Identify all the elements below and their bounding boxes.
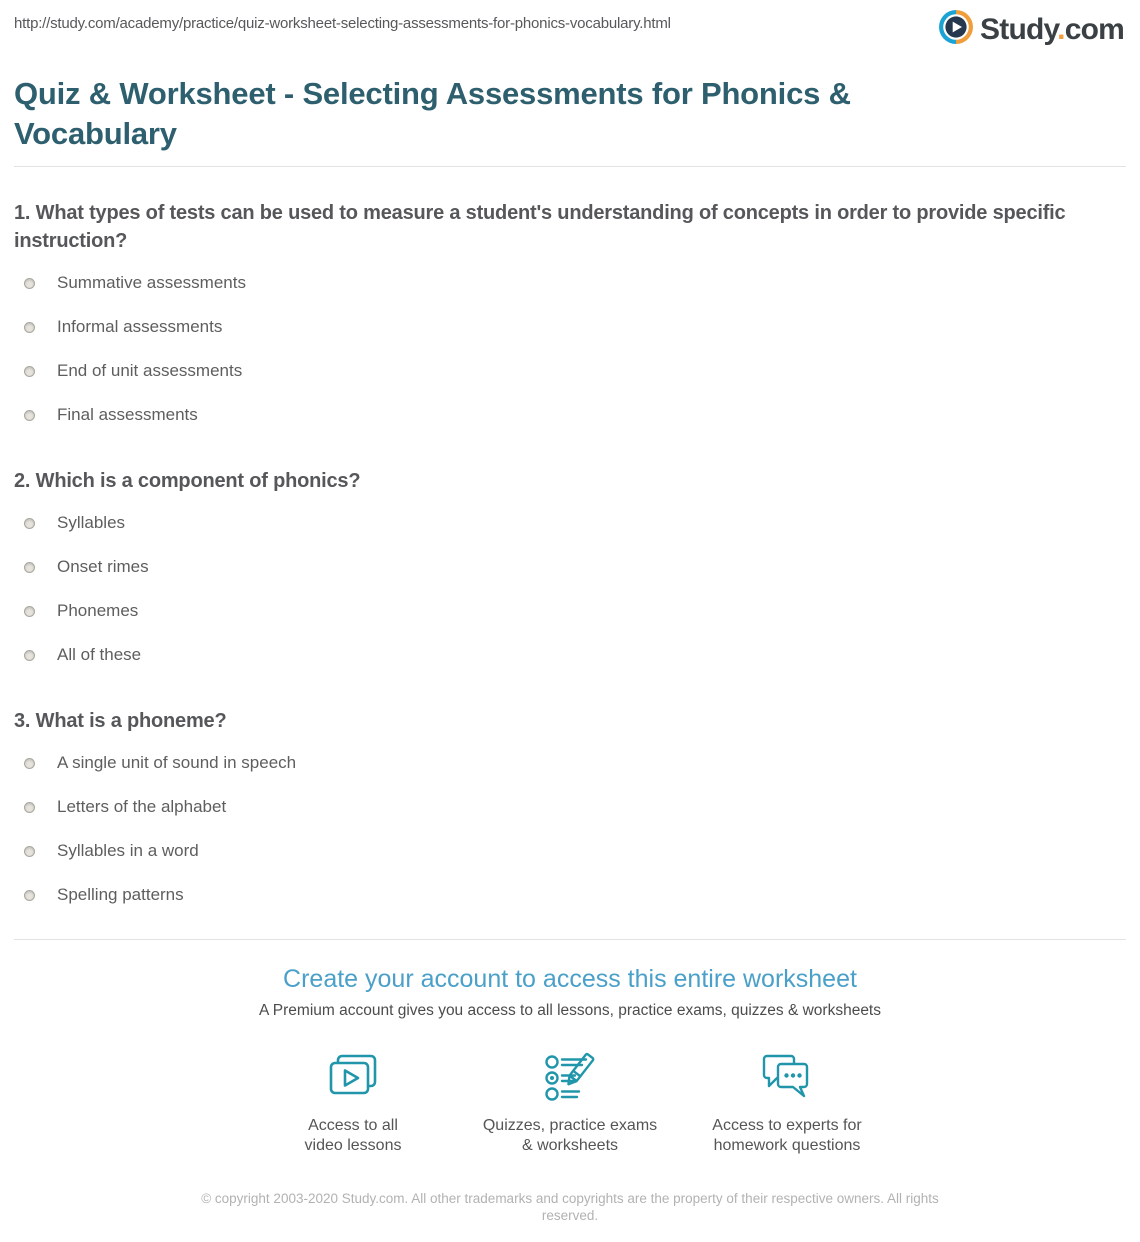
options-list [14,271,1126,427]
print-header [14,0,1126,50]
benefit-item-experts [679,1050,896,1156]
option-label[interactable]: Informal assessments [57,317,223,336]
copyright-text: © copyright 2003-2020 Study.com. All other trademarks and copyrights are the property of their respective owners. All rights reserved. [201,1191,939,1223]
option-row[interactable] [14,271,1126,295]
radio-button[interactable] [24,562,35,573]
option-row[interactable] [14,359,1126,383]
option-label[interactable]: Onset rimes [57,557,149,576]
benefits-row [14,1050,1126,1156]
option-row[interactable] [14,315,1126,339]
page-url: http://study.com/academy/practice/quiz-worksheet-selecting-assessments-for-phonics-vocabulary.html [14,15,671,32]
option-label[interactable]: End of unit assessments [57,361,243,380]
option-label[interactable]: Letters of the alphabet [57,797,227,816]
option-row[interactable] [14,403,1126,427]
question-block-1 [14,199,1126,427]
question-text: 1. What types of tests can be used to measure a student's understanding of concepts in order to provide specific instruction? [14,202,1066,252]
radio-button[interactable] [24,802,35,813]
logo-play-icon [939,10,973,49]
option-label[interactable]: Spelling patterns [57,885,184,904]
page-title: Quiz & Worksheet - Selecting Assessments for Phonics & Vocabulary [14,76,851,151]
option-row[interactable] [14,599,1126,623]
option-label[interactable]: Final assessments [57,405,198,424]
option-label[interactable]: A single unit of sound in speech [57,753,297,772]
radio-button[interactable] [24,758,35,769]
option-row[interactable] [14,751,1126,775]
radio-button[interactable] [24,890,35,901]
chat-experts-icon [679,1050,896,1106]
radio-button[interactable] [24,322,35,333]
benefit-label: Access to experts for homework questions [712,1117,862,1154]
cta-subheading: A Premium account gives you access to all lessons, practice exams, quizzes & worksheets [259,1002,881,1019]
studycom-logo[interactable] [939,10,1126,49]
option-row[interactable] [14,883,1126,907]
option-row[interactable] [14,795,1126,819]
benefit-item-video [245,1050,462,1156]
benefit-item-quizzes [462,1050,679,1156]
question-block-2 [14,467,1126,667]
benefit-label: Quizzes, practice exams & worksheets [482,1117,658,1154]
radio-button[interactable] [24,366,35,377]
radio-button[interactable] [24,846,35,857]
options-list [14,511,1126,667]
option-label[interactable]: All of these [57,645,142,664]
benefit-label: Access to all video lessons [304,1117,402,1154]
radio-button[interactable] [24,278,35,289]
option-row[interactable] [14,555,1126,579]
options-list [14,751,1126,907]
option-label[interactable]: Summative assessments [57,273,246,292]
radio-button[interactable] [24,650,35,661]
quiz-worksheet-icon [462,1050,679,1106]
option-label[interactable]: Syllables [57,513,126,532]
question-block-3 [14,707,1126,907]
option-row[interactable] [14,839,1126,863]
radio-button[interactable] [24,606,35,617]
radio-button[interactable] [24,410,35,421]
logo-text: Study.com [980,12,1124,46]
option-row[interactable] [14,511,1126,535]
option-label[interactable]: Phonemes [57,601,139,620]
video-lessons-icon [245,1050,462,1106]
cta-section [14,940,1126,1156]
option-label[interactable]: Syllables in a word [57,841,199,860]
cta-heading[interactable]: Create your account to access this entire worksheet [283,965,857,993]
question-text: 2. Which is a component of phonics? [14,470,361,492]
title-divider [14,166,1126,167]
option-row[interactable] [14,643,1126,667]
question-text: 3. What is a phoneme? [14,710,227,732]
radio-button[interactable] [24,518,35,529]
